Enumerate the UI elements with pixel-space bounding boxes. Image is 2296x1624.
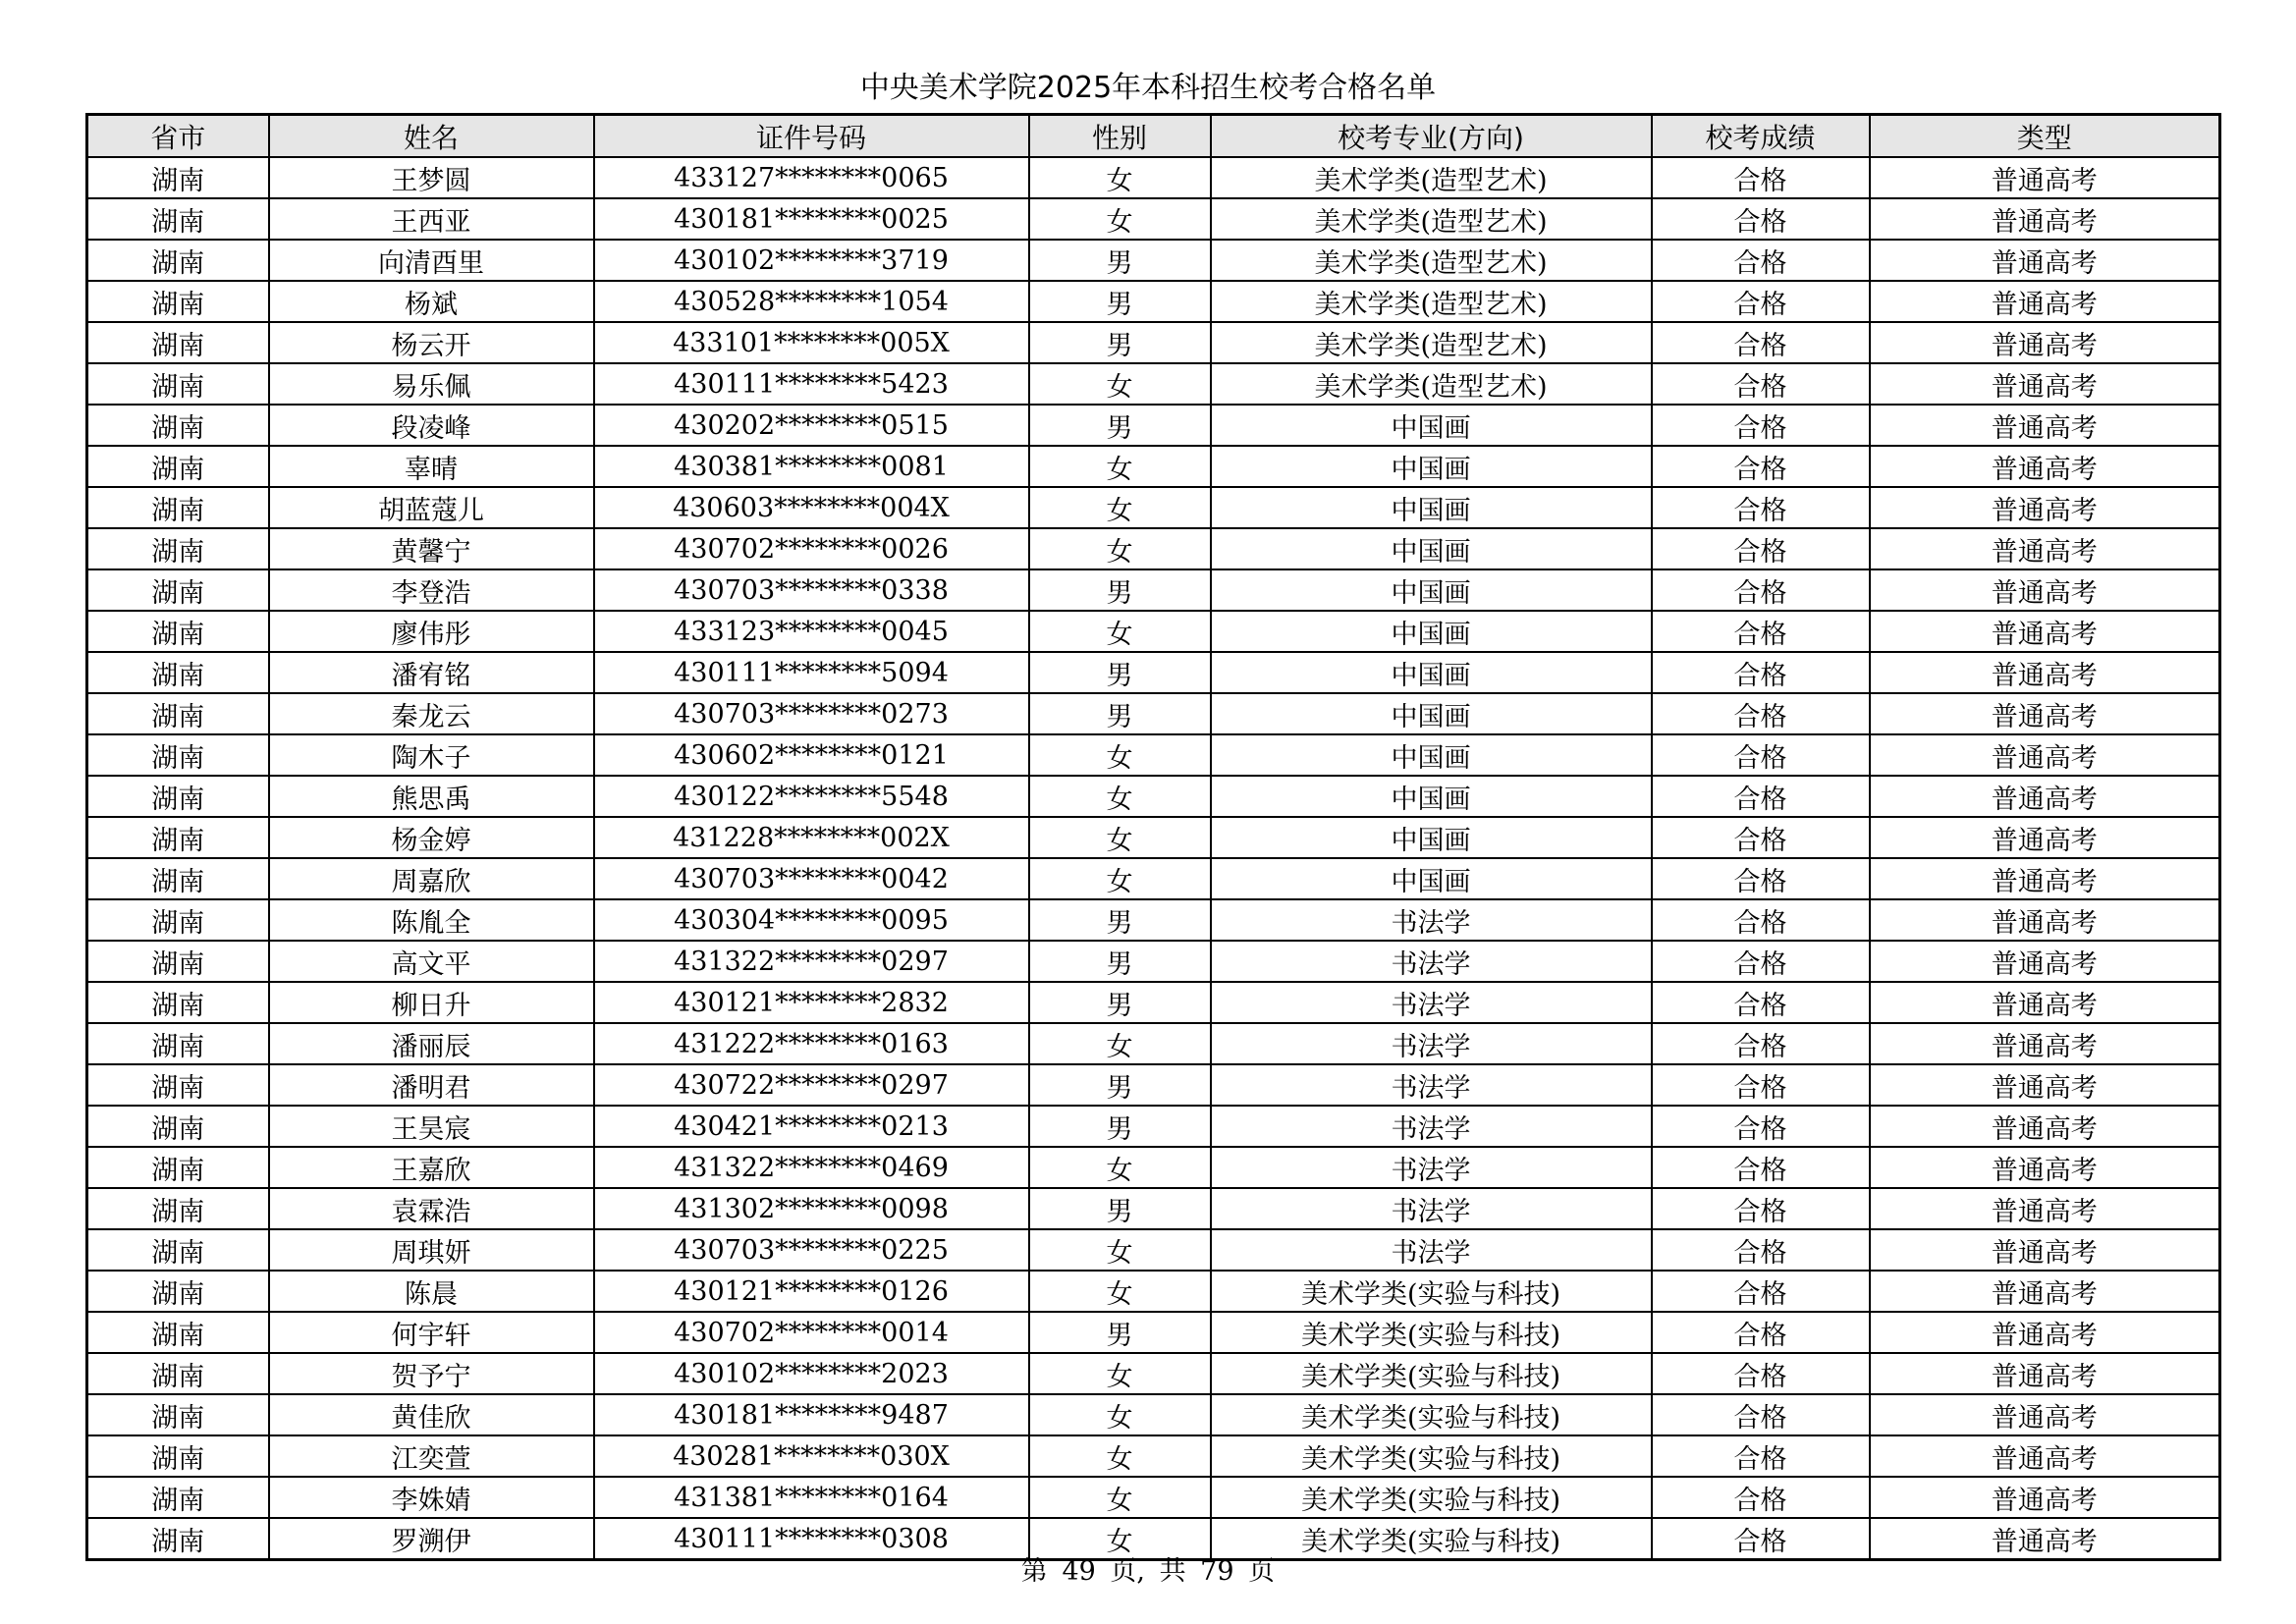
gender-cell: 男 — [1029, 1106, 1211, 1147]
major-cell: 美术学类(造型艺术) — [1211, 240, 1652, 281]
column-header-province: 省市 — [87, 115, 269, 158]
table-row — [87, 1064, 2220, 1106]
name-cell: 周琪妍 — [269, 1229, 594, 1271]
province-cell: 湖南 — [87, 1435, 269, 1477]
table-row — [87, 1188, 2220, 1229]
page-title: 中央美术学院2025年本科招生校考合格名单 — [859, 71, 1437, 105]
result-cell: 合格 — [1652, 652, 1870, 693]
result-cell: 合格 — [1652, 858, 1870, 899]
type-cell: 普通高考 — [1870, 446, 2220, 487]
result-cell: 合格 — [1652, 1106, 1870, 1147]
major-cell: 美术学类(实验与科技) — [1211, 1477, 1652, 1518]
major-cell: 书法学 — [1211, 982, 1652, 1023]
major-cell: 书法学 — [1211, 1106, 1652, 1147]
major-cell: 书法学 — [1211, 1188, 1652, 1229]
table-row — [87, 446, 2220, 487]
province-cell: 湖南 — [87, 899, 269, 941]
gender-cell: 女 — [1029, 1229, 1211, 1271]
id-number-cell: 430702********0026 — [594, 528, 1029, 569]
type-cell: 普通高考 — [1870, 1271, 2220, 1312]
result-cell: 合格 — [1652, 487, 1870, 528]
type-cell: 普通高考 — [1870, 611, 2220, 652]
major-cell: 书法学 — [1211, 1064, 1652, 1106]
table-header-row — [87, 115, 2220, 158]
province-cell: 湖南 — [87, 1106, 269, 1147]
gender-cell: 男 — [1029, 941, 1211, 982]
type-cell: 普通高考 — [1870, 569, 2220, 611]
gender-cell: 男 — [1029, 693, 1211, 734]
id-number-cell: 431222********0163 — [594, 1023, 1029, 1064]
major-cell: 中国画 — [1211, 528, 1652, 569]
province-cell: 湖南 — [87, 281, 269, 322]
gender-cell: 男 — [1029, 982, 1211, 1023]
table-row — [87, 652, 2220, 693]
id-number-cell: 430102********2023 — [594, 1353, 1029, 1394]
id-number-cell: 433127********0065 — [594, 157, 1029, 198]
major-cell: 书法学 — [1211, 941, 1652, 982]
id-number-cell: 433101********005X — [594, 322, 1029, 363]
major-cell: 书法学 — [1211, 1147, 1652, 1188]
page-number-footer: 第 49 页, 共 79 页 — [1020, 1556, 1276, 1587]
gender-cell: 女 — [1029, 528, 1211, 569]
gender-cell: 男 — [1029, 405, 1211, 446]
result-cell: 合格 — [1652, 941, 1870, 982]
table-row — [87, 1394, 2220, 1435]
table-row — [87, 817, 2220, 858]
major-cell: 美术学类(造型艺术) — [1211, 198, 1652, 240]
name-cell: 向清酉里 — [269, 240, 594, 281]
province-cell: 湖南 — [87, 322, 269, 363]
gender-cell: 女 — [1029, 776, 1211, 817]
name-cell: 潘明君 — [269, 1064, 594, 1106]
id-number-cell: 430111********5423 — [594, 363, 1029, 405]
gender-cell: 男 — [1029, 1064, 1211, 1106]
id-number-cell: 430702********0014 — [594, 1312, 1029, 1353]
id-number-cell: 431228********002X — [594, 817, 1029, 858]
name-cell: 李登浩 — [269, 569, 594, 611]
type-cell: 普通高考 — [1870, 693, 2220, 734]
column-header-result: 校考成绩 — [1652, 115, 1870, 158]
column-header-major: 校考专业(方向) — [1211, 115, 1652, 158]
major-cell: 中国画 — [1211, 405, 1652, 446]
name-cell: 高文平 — [269, 941, 594, 982]
major-cell: 中国画 — [1211, 734, 1652, 776]
type-cell: 普通高考 — [1870, 899, 2220, 941]
type-cell: 普通高考 — [1870, 363, 2220, 405]
gender-cell: 男 — [1029, 652, 1211, 693]
province-cell: 湖南 — [87, 982, 269, 1023]
result-cell: 合格 — [1652, 1312, 1870, 1353]
table-body — [87, 157, 2220, 1560]
results-table — [85, 113, 2221, 1561]
province-cell: 湖南 — [87, 1188, 269, 1229]
province-cell: 湖南 — [87, 405, 269, 446]
major-cell: 书法学 — [1211, 1229, 1652, 1271]
gender-cell: 女 — [1029, 198, 1211, 240]
major-cell: 书法学 — [1211, 899, 1652, 941]
name-cell: 王嘉欣 — [269, 1147, 594, 1188]
result-cell: 合格 — [1652, 405, 1870, 446]
result-cell: 合格 — [1652, 1353, 1870, 1394]
major-cell: 中国画 — [1211, 611, 1652, 652]
name-cell: 胡蓝蔻儿 — [269, 487, 594, 528]
name-cell: 李姝婧 — [269, 1477, 594, 1518]
province-cell: 湖南 — [87, 569, 269, 611]
result-cell: 合格 — [1652, 322, 1870, 363]
province-cell: 湖南 — [87, 734, 269, 776]
gender-cell: 女 — [1029, 446, 1211, 487]
result-cell: 合格 — [1652, 1023, 1870, 1064]
name-cell: 黄馨宁 — [269, 528, 594, 569]
gender-cell: 男 — [1029, 1312, 1211, 1353]
column-header-id-number: 证件号码 — [594, 115, 1029, 158]
name-cell: 王梦圆 — [269, 157, 594, 198]
table-row — [87, 1147, 2220, 1188]
table-row — [87, 1477, 2220, 1518]
result-cell: 合格 — [1652, 1188, 1870, 1229]
major-cell: 美术学类(造型艺术) — [1211, 157, 1652, 198]
province-cell: 湖南 — [87, 1064, 269, 1106]
type-cell: 普通高考 — [1870, 157, 2220, 198]
name-cell: 陈晨 — [269, 1271, 594, 1312]
name-cell: 罗溯伊 — [269, 1518, 594, 1560]
result-cell: 合格 — [1652, 1477, 1870, 1518]
type-cell: 普通高考 — [1870, 941, 2220, 982]
name-cell: 易乐佩 — [269, 363, 594, 405]
id-number-cell: 430304********0095 — [594, 899, 1029, 941]
column-header-gender: 性别 — [1029, 115, 1211, 158]
major-cell: 书法学 — [1211, 1023, 1652, 1064]
major-cell: 美术学类(实验与科技) — [1211, 1353, 1652, 1394]
major-cell: 中国画 — [1211, 569, 1652, 611]
id-number-cell: 430111********0308 — [594, 1518, 1029, 1560]
province-cell: 湖南 — [87, 858, 269, 899]
major-cell: 中国画 — [1211, 693, 1652, 734]
result-cell: 合格 — [1652, 363, 1870, 405]
name-cell: 杨云开 — [269, 322, 594, 363]
type-cell: 普通高考 — [1870, 776, 2220, 817]
province-cell: 湖南 — [87, 611, 269, 652]
id-number-cell: 430281********030X — [594, 1435, 1029, 1477]
result-cell: 合格 — [1652, 1229, 1870, 1271]
gender-cell: 女 — [1029, 1518, 1211, 1560]
table-row — [87, 1271, 2220, 1312]
major-cell: 美术学类(实验与科技) — [1211, 1518, 1652, 1560]
column-header-type: 类型 — [1870, 115, 2220, 158]
name-cell: 熊思禹 — [269, 776, 594, 817]
result-cell: 合格 — [1652, 569, 1870, 611]
id-number-cell: 430703********0225 — [594, 1229, 1029, 1271]
major-cell: 中国画 — [1211, 487, 1652, 528]
result-cell: 合格 — [1652, 1394, 1870, 1435]
gender-cell: 女 — [1029, 1435, 1211, 1477]
name-cell: 柳日升 — [269, 982, 594, 1023]
type-cell: 普通高考 — [1870, 1064, 2220, 1106]
type-cell: 普通高考 — [1870, 1147, 2220, 1188]
table-row — [87, 693, 2220, 734]
type-cell: 普通高考 — [1870, 240, 2220, 281]
gender-cell: 男 — [1029, 322, 1211, 363]
id-number-cell: 431381********0164 — [594, 1477, 1029, 1518]
type-cell: 普通高考 — [1870, 652, 2220, 693]
province-cell: 湖南 — [87, 1394, 269, 1435]
id-number-cell: 430603********004X — [594, 487, 1029, 528]
province-cell: 湖南 — [87, 528, 269, 569]
table-row — [87, 1312, 2220, 1353]
name-cell: 潘宥铭 — [269, 652, 594, 693]
gender-cell: 男 — [1029, 1188, 1211, 1229]
id-number-cell: 430102********3719 — [594, 240, 1029, 281]
province-cell: 湖南 — [87, 1353, 269, 1394]
province-cell: 湖南 — [87, 1518, 269, 1560]
type-cell: 普通高考 — [1870, 1353, 2220, 1394]
name-cell: 陈胤全 — [269, 899, 594, 941]
result-cell: 合格 — [1652, 446, 1870, 487]
gender-cell: 女 — [1029, 1147, 1211, 1188]
result-cell: 合格 — [1652, 899, 1870, 941]
major-cell: 美术学类(造型艺术) — [1211, 363, 1652, 405]
result-cell: 合格 — [1652, 693, 1870, 734]
type-cell: 普通高考 — [1870, 1477, 2220, 1518]
province-cell: 湖南 — [87, 363, 269, 405]
province-cell: 湖南 — [87, 693, 269, 734]
major-cell: 美术学类(实验与科技) — [1211, 1271, 1652, 1312]
id-number-cell: 431302********0098 — [594, 1188, 1029, 1229]
type-cell: 普通高考 — [1870, 487, 2220, 528]
id-number-cell: 430121********2832 — [594, 982, 1029, 1023]
table-row — [87, 611, 2220, 652]
major-cell: 中国画 — [1211, 858, 1652, 899]
province-cell: 湖南 — [87, 240, 269, 281]
column-header-name: 姓名 — [269, 115, 594, 158]
gender-cell: 女 — [1029, 734, 1211, 776]
gender-cell: 男 — [1029, 240, 1211, 281]
gender-cell: 男 — [1029, 281, 1211, 322]
major-cell: 中国画 — [1211, 817, 1652, 858]
result-cell: 合格 — [1652, 982, 1870, 1023]
name-cell: 袁霖浩 — [269, 1188, 594, 1229]
gender-cell: 女 — [1029, 157, 1211, 198]
type-cell: 普通高考 — [1870, 1229, 2220, 1271]
gender-cell: 女 — [1029, 1394, 1211, 1435]
name-cell: 江奕萱 — [269, 1435, 594, 1477]
type-cell: 普通高考 — [1870, 1394, 2220, 1435]
province-cell: 湖南 — [87, 1229, 269, 1271]
province-cell: 湖南 — [87, 1477, 269, 1518]
province-cell: 湖南 — [87, 1023, 269, 1064]
gender-cell: 女 — [1029, 363, 1211, 405]
major-cell: 中国画 — [1211, 652, 1652, 693]
id-number-cell: 430528********1054 — [594, 281, 1029, 322]
id-number-cell: 430703********0042 — [594, 858, 1029, 899]
name-cell: 何宇轩 — [269, 1312, 594, 1353]
type-cell: 普通高考 — [1870, 858, 2220, 899]
province-cell: 湖南 — [87, 817, 269, 858]
table-row — [87, 157, 2220, 198]
id-number-cell: 430181********0025 — [594, 198, 1029, 240]
id-number-cell: 430181********9487 — [594, 1394, 1029, 1435]
id-number-cell: 431322********0469 — [594, 1147, 1029, 1188]
major-cell: 美术学类(造型艺术) — [1211, 322, 1652, 363]
province-cell: 湖南 — [87, 941, 269, 982]
result-cell: 合格 — [1652, 1435, 1870, 1477]
table-row — [87, 1229, 2220, 1271]
name-cell: 王昊宸 — [269, 1106, 594, 1147]
province-cell: 湖南 — [87, 1271, 269, 1312]
table-row — [87, 1353, 2220, 1394]
name-cell: 辜晴 — [269, 446, 594, 487]
table-row — [87, 569, 2220, 611]
gender-cell: 女 — [1029, 487, 1211, 528]
major-cell: 美术学类(造型艺术) — [1211, 281, 1652, 322]
result-cell: 合格 — [1652, 1518, 1870, 1560]
name-cell: 杨金婷 — [269, 817, 594, 858]
type-cell: 普通高考 — [1870, 322, 2220, 363]
result-cell: 合格 — [1652, 1064, 1870, 1106]
type-cell: 普通高考 — [1870, 1023, 2220, 1064]
id-number-cell: 433123********0045 — [594, 611, 1029, 652]
gender-cell: 女 — [1029, 1271, 1211, 1312]
table-row — [87, 858, 2220, 899]
result-cell: 合格 — [1652, 1271, 1870, 1312]
result-cell: 合格 — [1652, 776, 1870, 817]
province-cell: 湖南 — [87, 157, 269, 198]
name-cell: 王西亚 — [269, 198, 594, 240]
type-cell: 普通高考 — [1870, 817, 2220, 858]
id-number-cell: 430202********0515 — [594, 405, 1029, 446]
major-cell: 美术学类(实验与科技) — [1211, 1312, 1652, 1353]
province-cell: 湖南 — [87, 487, 269, 528]
gender-cell: 女 — [1029, 858, 1211, 899]
id-number-cell: 430602********0121 — [594, 734, 1029, 776]
major-cell: 美术学类(实验与科技) — [1211, 1435, 1652, 1477]
table-row — [87, 776, 2220, 817]
type-cell: 普通高考 — [1870, 1435, 2220, 1477]
table-row — [87, 281, 2220, 322]
id-number-cell: 430421********0213 — [594, 1106, 1029, 1147]
id-number-cell: 430722********0297 — [594, 1064, 1029, 1106]
result-cell: 合格 — [1652, 734, 1870, 776]
table-row — [87, 198, 2220, 240]
result-cell: 合格 — [1652, 240, 1870, 281]
id-number-cell: 430111********5094 — [594, 652, 1029, 693]
id-number-cell: 430122********5548 — [594, 776, 1029, 817]
type-cell: 普通高考 — [1870, 281, 2220, 322]
table-row — [87, 1106, 2220, 1147]
id-number-cell: 430381********0081 — [594, 446, 1029, 487]
province-cell: 湖南 — [87, 198, 269, 240]
name-cell: 潘丽辰 — [269, 1023, 594, 1064]
id-number-cell: 431322********0297 — [594, 941, 1029, 982]
result-cell: 合格 — [1652, 281, 1870, 322]
gender-cell: 女 — [1029, 611, 1211, 652]
name-cell: 陶木子 — [269, 734, 594, 776]
table-row — [87, 734, 2220, 776]
gender-cell: 男 — [1029, 899, 1211, 941]
type-cell: 普通高考 — [1870, 734, 2220, 776]
id-number-cell: 430703********0273 — [594, 693, 1029, 734]
table-row — [87, 405, 2220, 446]
type-cell: 普通高考 — [1870, 1312, 2220, 1353]
table-row — [87, 363, 2220, 405]
type-cell: 普通高考 — [1870, 528, 2220, 569]
table-row — [87, 240, 2220, 281]
province-cell: 湖南 — [87, 446, 269, 487]
result-cell: 合格 — [1652, 817, 1870, 858]
gender-cell: 女 — [1029, 1023, 1211, 1064]
major-cell: 中国画 — [1211, 446, 1652, 487]
name-cell: 杨斌 — [269, 281, 594, 322]
province-cell: 湖南 — [87, 1312, 269, 1353]
table-row — [87, 982, 2220, 1023]
id-number-cell: 430121********0126 — [594, 1271, 1029, 1312]
type-cell: 普通高考 — [1870, 405, 2220, 446]
result-cell: 合格 — [1652, 157, 1870, 198]
gender-cell: 女 — [1029, 1477, 1211, 1518]
province-cell: 湖南 — [87, 1147, 269, 1188]
table-row — [87, 1435, 2220, 1477]
major-cell: 中国画 — [1211, 776, 1652, 817]
gender-cell: 女 — [1029, 817, 1211, 858]
province-cell: 湖南 — [87, 652, 269, 693]
type-cell: 普通高考 — [1870, 1106, 2220, 1147]
table-row — [87, 941, 2220, 982]
table-row — [87, 528, 2220, 569]
name-cell: 廖伟彤 — [269, 611, 594, 652]
table-row — [87, 899, 2220, 941]
name-cell: 黄佳欣 — [269, 1394, 594, 1435]
type-cell: 普通高考 — [1870, 1518, 2220, 1560]
gender-cell: 男 — [1029, 569, 1211, 611]
table-row — [87, 322, 2220, 363]
result-cell: 合格 — [1652, 528, 1870, 569]
major-cell: 美术学类(实验与科技) — [1211, 1394, 1652, 1435]
gender-cell: 女 — [1029, 1353, 1211, 1394]
name-cell: 段凌峰 — [269, 405, 594, 446]
type-cell: 普通高考 — [1870, 1188, 2220, 1229]
table-row — [87, 1023, 2220, 1064]
type-cell: 普通高考 — [1870, 982, 2220, 1023]
name-cell: 周嘉欣 — [269, 858, 594, 899]
id-number-cell: 430703********0338 — [594, 569, 1029, 611]
result-cell: 合格 — [1652, 611, 1870, 652]
type-cell: 普通高考 — [1870, 198, 2220, 240]
province-cell: 湖南 — [87, 776, 269, 817]
table-row — [87, 487, 2220, 528]
name-cell: 秦龙云 — [269, 693, 594, 734]
name-cell: 贺予宁 — [269, 1353, 594, 1394]
result-cell: 合格 — [1652, 198, 1870, 240]
result-cell: 合格 — [1652, 1147, 1870, 1188]
